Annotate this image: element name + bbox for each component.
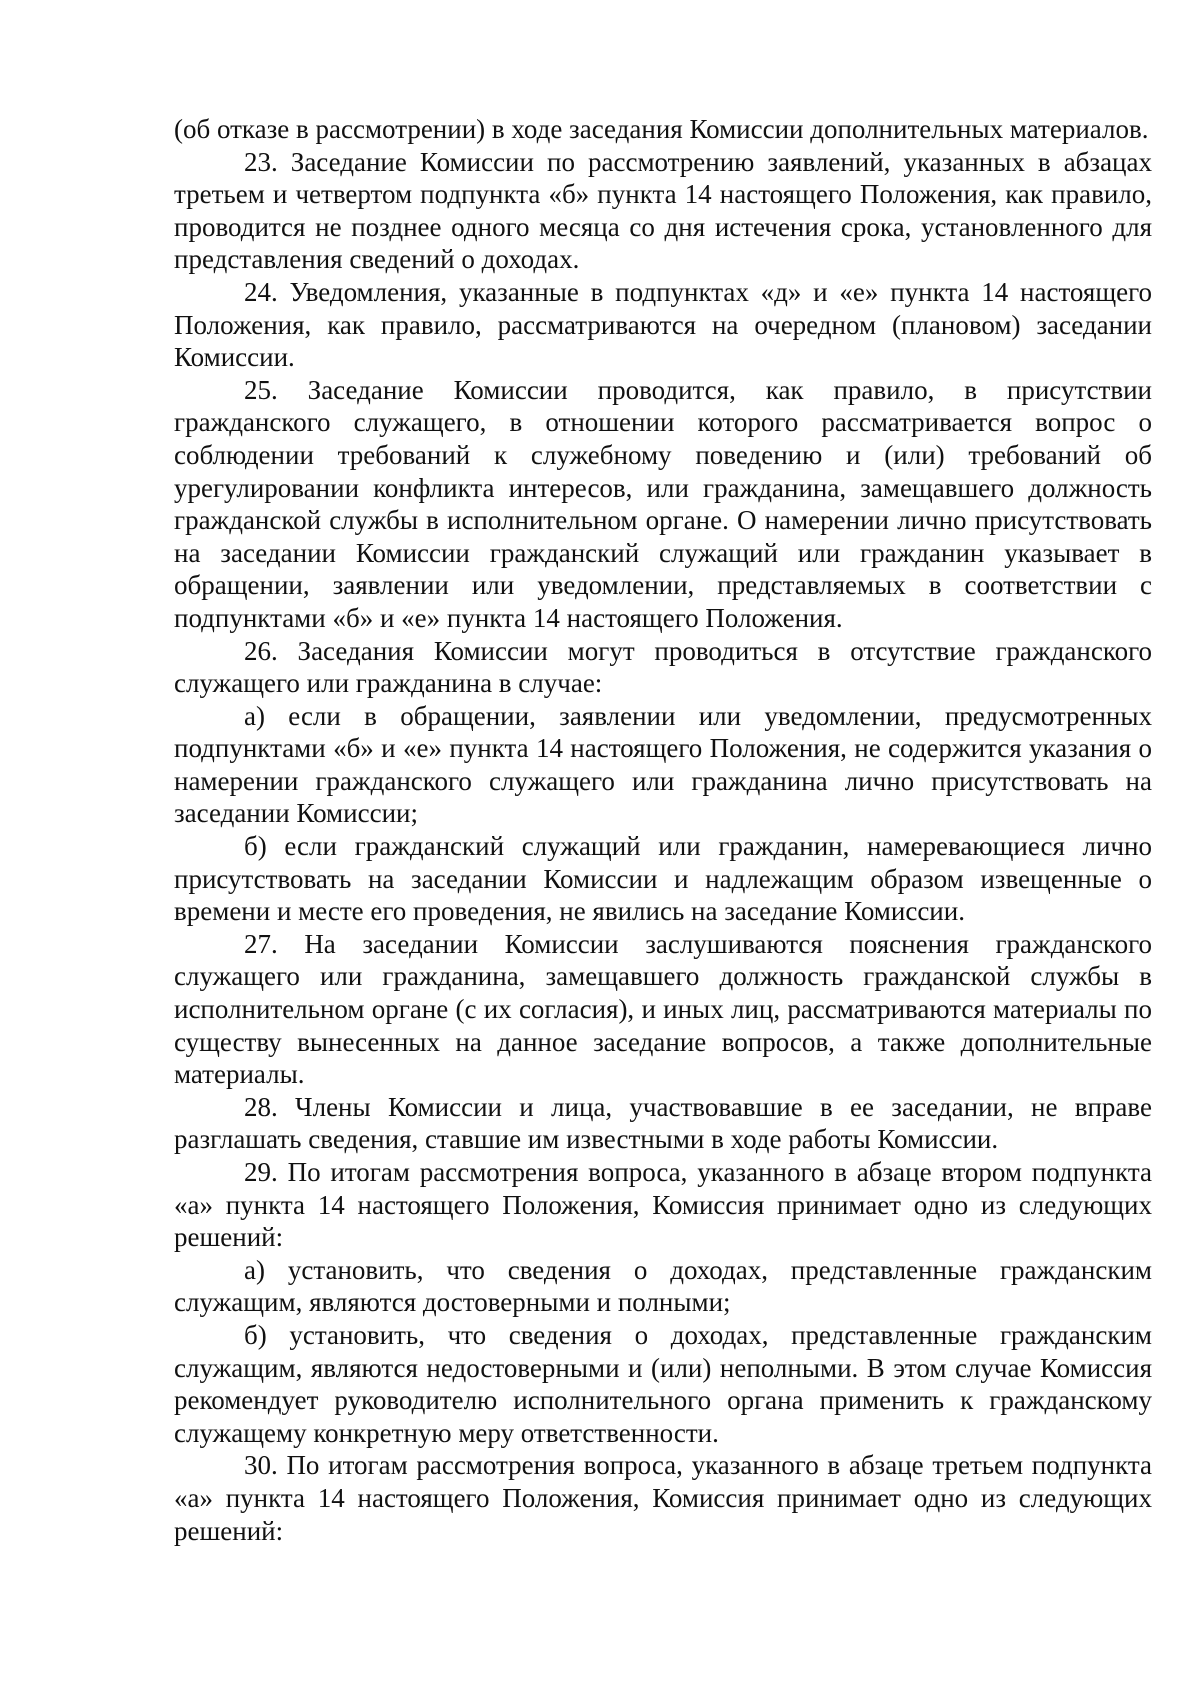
paragraph-25: 25. Заседание Комиссии проводится, как правило, в присутствии гражданского служащего, в отношении которого рассматривается вопрос о соблюдении требований к служебному поведению и (или) требований об урегулировании конфликта интересов, или гражданина, замещавшего должность гражданской службы в исполнительном органе. О намерении лично присутствовать на заседании Комиссии гражданский служащий или гражданин указывает в обращении, заявлении или уведомлении, представляемых в соответствии с подпунктами «б» и «е» пункта 14 настоящего Положения.	[174, 374, 1152, 633]
paragraph-26-b: б) если гражданский служащий или гражданин, намеревающиеся лично присутствовать на заседании Комиссии и надлежащим образом извещенные о времени и месте его проведения, не явились на заседание Комиссии.	[174, 831, 1152, 927]
paragraph-29: 29. По итогам рассмотрения вопроса, указанного в абзаце втором подпункта «а» пункта 14 настоящего Положения, Комиссия принимает одно из следующих решений:	[174, 1157, 1152, 1253]
paragraph-27: 27. На заседании Комиссии заслушиваются пояснения гражданского служащего или гражданина, замещавшего должность гражданской службы в исполнительном органе (с их согласия), и иных лиц, рассматриваются материалы по существу вынесенных на данное заседание вопросов, а также дополнительные материалы.	[174, 928, 1152, 1090]
paragraph-29-b: б) установить, что сведения о доходах, представленные гражданским служащим, являются недостоверными и (или) неполными. В этом случае Комиссия рекомендует руководителю исполнительного органа применить к гражданскому служащему конкретную меру ответственности.	[174, 1319, 1152, 1448]
paragraph-26: 26. Заседания Комиссии могут проводиться в отсутствие гражданского служащего или гражданина в случае:	[174, 635, 1152, 699]
paragraph-26-a: а) если в обращении, заявлении или уведомлении, предусмотренных подпунктами «б» и «е» пункта 14 настоящего Положения, не содержится указания о намерении гражданского служащего или гражданина лично присутствовать на заседании Комиссии;	[174, 700, 1152, 829]
paragraph-23: 23. Заседание Комиссии по рассмотрению заявлений, указанных в абзацах третьем и четвертом подпункта «б» пункта 14 настоящего Положения, как правило, проводится не позднее одного месяца со дня истечения срока, установленного для представления сведений о доходах.	[174, 146, 1152, 275]
paragraph-29-a: а) установить, что сведения о доходах, представленные гражданским служащим, являются достоверными и полными;	[174, 1254, 1152, 1318]
paragraph-continuation: (об отказе в рассмотрении) в ходе заседания Комиссии дополнительных материалов.	[174, 114, 1149, 144]
paragraph-24: 24. Уведомления, указанные в подпунктах «д» и «е» пункта 14 настоящего Положения, как правило, рассматриваются на очередном (плановом) заседании Комиссии.	[174, 276, 1152, 373]
document-page	[174, 113, 1152, 1547]
paragraph-30: 30. По итогам рассмотрения вопроса, указанного в абзаце третьем подпункта «а» пункта 14 настоящего Положения, Комиссия принимает одно из следующих решений:	[174, 1450, 1152, 1546]
paragraph-28: 28. Члены Комиссии и лица, участвовавшие в ее заседании, не вправе разглашать сведения, ставшие им известными в ходе работы Комиссии.	[174, 1091, 1152, 1155]
